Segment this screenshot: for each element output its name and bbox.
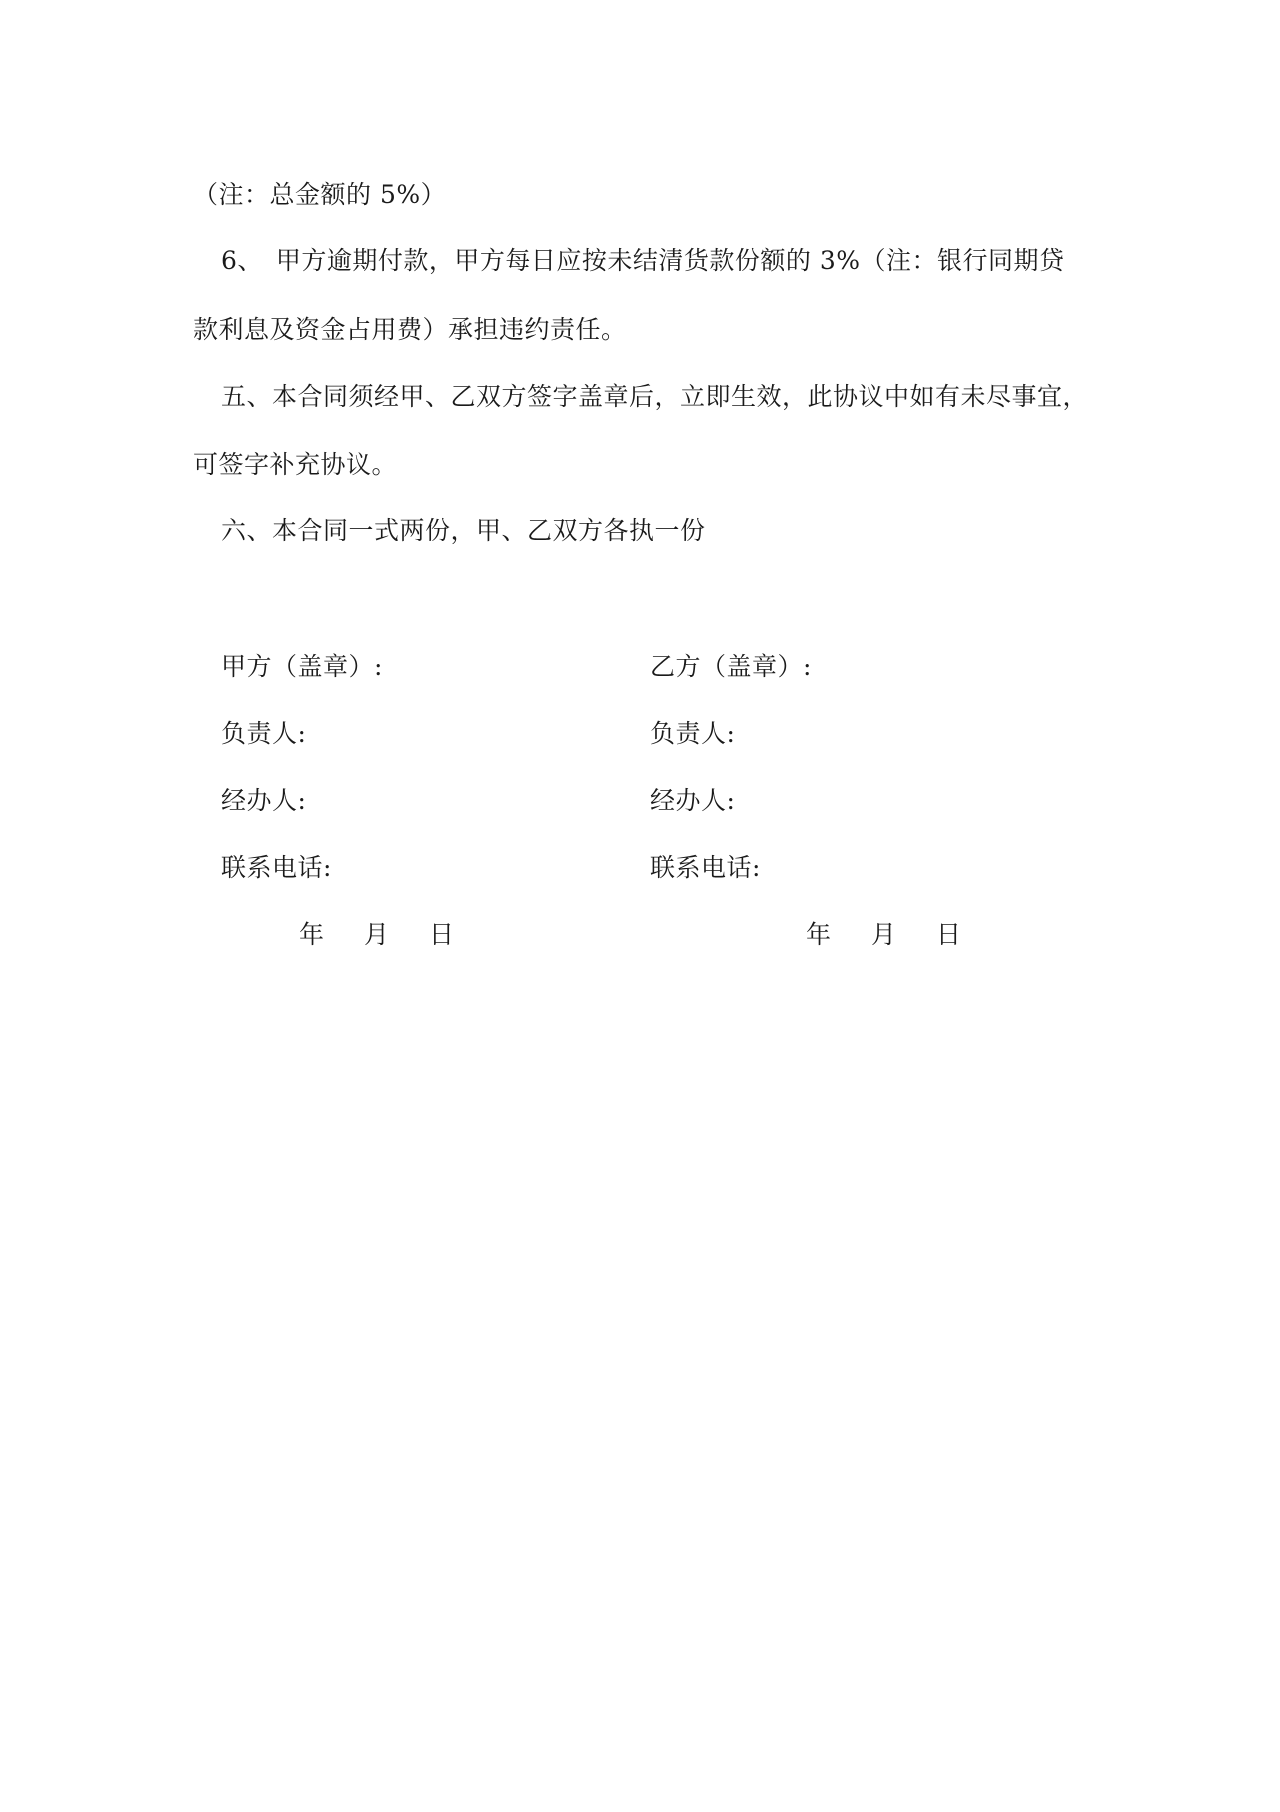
item-6-line-2: 款利息及资金占用费）承担违约责任。: [193, 315, 627, 344]
party-b-date-month: 月: [871, 920, 897, 949]
clause-5-line-2: 可签字补充协议。: [193, 450, 398, 479]
party-a-date: [299, 918, 454, 952]
party-b-handler-label: 经办人:: [650, 786, 736, 815]
clause-5-line-1: 五、本合同须经甲、乙双方签字盖章后，立即生效，此协议中如有未尽事宜，: [221, 382, 1089, 411]
party-a-handler-label: 经办人:: [221, 786, 307, 815]
party-a-date-month: 月: [364, 920, 390, 949]
party-b-seal-label: 乙方（盖章）:: [650, 652, 812, 681]
party-b-date-year: 年: [806, 920, 832, 949]
party-a-date-day: 日: [429, 920, 455, 949]
note-total-amount: （注：总金额的 5%）: [193, 180, 447, 209]
party-a-date-year: 年: [299, 920, 325, 949]
party-a-seal-label: 甲方（盖章）:: [221, 652, 383, 681]
item-6-line-1: 6、 甲方逾期付款，甲方每日应按未结清货款份额的 3%（注：银行同期贷: [221, 246, 1065, 275]
party-b-phone-label: 联系电话:: [650, 853, 761, 882]
party-a-phone-label: 联系电话:: [221, 853, 332, 882]
party-b-person-in-charge-label: 负责人:: [650, 719, 736, 748]
party-b-date: [806, 918, 961, 952]
party-a-person-in-charge-label: 负责人:: [221, 719, 307, 748]
clause-6: 六、本合同一式两份，甲、乙双方各执一份: [221, 516, 706, 545]
party-b-date-day: 日: [936, 920, 962, 949]
